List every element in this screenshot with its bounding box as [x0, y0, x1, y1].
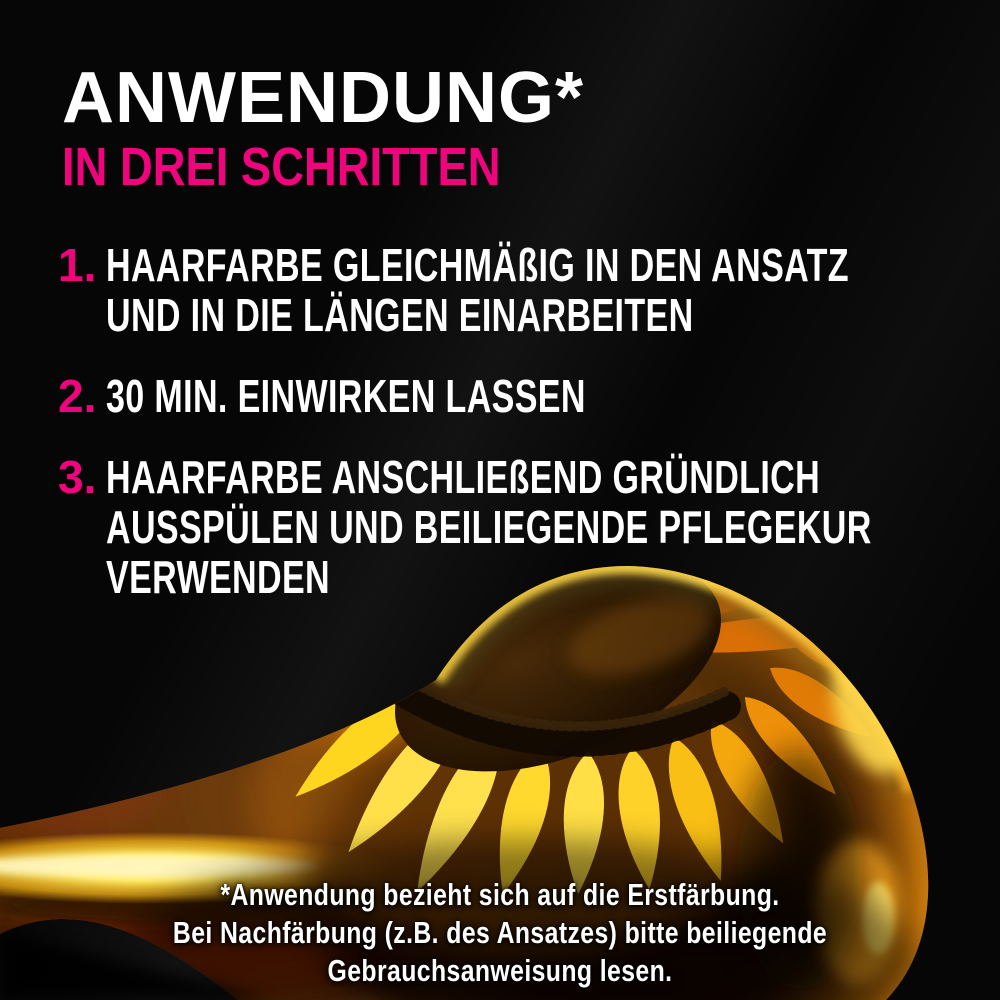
step-3-text: HAARFARBE ANSCHLIEßEND GRÜNDLICH AUSSPÜLEN UND BEILIEGENDE PFLEGEKUR VERWENDEN [106, 451, 872, 603]
step-2-text: 30 MIN. EINWIRKEN LASSEN [106, 370, 586, 422]
step-1 [58, 240, 998, 340]
step-3-number: 3. [58, 451, 97, 503]
step-1-text: HAARFARBE GLEICHMÄßIG IN DEN ANSATZ UND IN DIE LÄNGEN EINARBEITEN [106, 239, 849, 341]
step-1-number: 1. [58, 239, 97, 291]
step-3 [58, 452, 998, 602]
page-title: ANWENDUNG* [62, 58, 584, 138]
footnote-line-1: *Anwendung bezieht sich auf die Erstfärbung. [220, 877, 780, 912]
page-subtitle: IN DREI SCHRITTEN [62, 137, 501, 197]
footnote-line-3: Gebrauchsanweisung lesen. [327, 953, 673, 988]
step-2 [58, 371, 998, 421]
footnote [100, 876, 900, 990]
steps-list [58, 240, 998, 633]
footnote-line-2: Bei Nachfärbung (z.B. des Ansatzes) bitte beiliegende [172, 915, 828, 950]
step-2-number: 2. [58, 370, 97, 422]
